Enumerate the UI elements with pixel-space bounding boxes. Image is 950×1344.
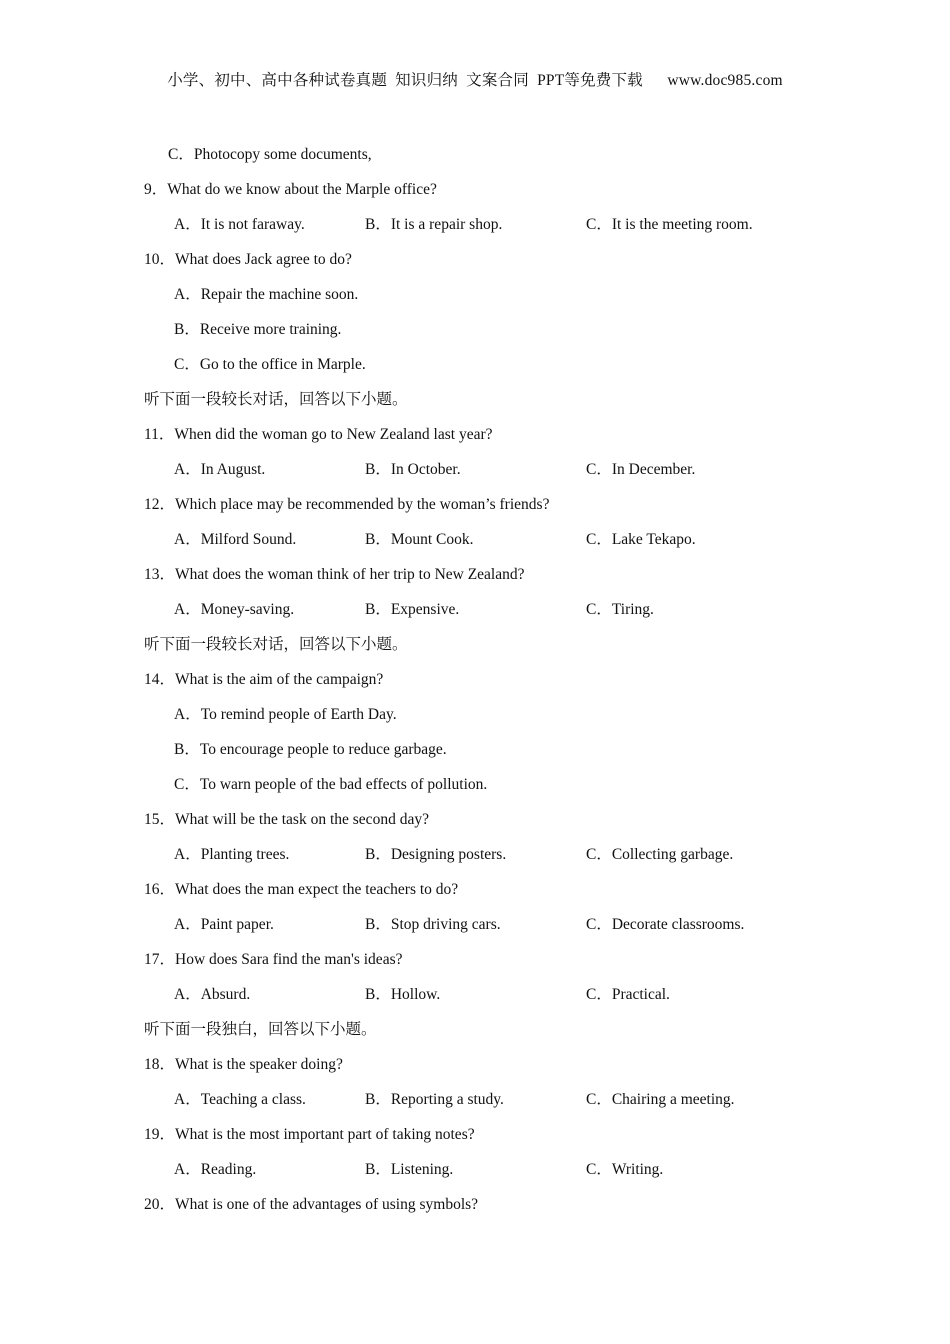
- exam-content: [144, 140, 844, 1225]
- answer-options-row: [144, 840, 844, 875]
- question: 11．When did the woman go to New Zealand last year?: [144, 426, 493, 443]
- answer-option-c: C．Chairing a meeting.: [586, 1091, 735, 1108]
- answer-option-b: B．Reporting a study.: [365, 1091, 504, 1108]
- question: 13．What does the woman think of her trip to New Zealand?: [144, 566, 525, 583]
- answer-option-b: B．Listening.: [365, 1161, 454, 1178]
- answer-option: C．To warn people of the bad effects of pollution.: [174, 776, 488, 793]
- answer-option-a: A．Reading.: [174, 1161, 257, 1178]
- answer-option-c: C．It is the meeting room.: [586, 216, 753, 233]
- answer-option-b: B．Designing posters.: [365, 846, 507, 863]
- answer-option-c: C．Tiring.: [586, 601, 654, 618]
- answer-options-row: [144, 1155, 844, 1190]
- answer-option-c: C．Writing.: [586, 1161, 664, 1178]
- answer-options-row: [144, 980, 844, 1015]
- page-header: 小学、初中、高中各种试卷真题 知识归纳 文案合同 PPT等免费下载 www.doc985.com: [167, 72, 783, 89]
- question: 15．What will be the task on the second day?: [144, 811, 429, 828]
- answer-option-b: B．It is a repair shop.: [365, 216, 503, 233]
- listening-instruction: 听下面一段较长对话，回答以下小题。: [144, 636, 408, 653]
- answer-option-b: B．In October.: [365, 461, 461, 478]
- answer-option-c: C．Collecting garbage.: [586, 846, 734, 863]
- answer-option: B．To encourage people to reduce garbage.: [174, 741, 447, 758]
- answer-options-row: [144, 595, 844, 630]
- question: 12．Which place may be recommended by the woman’s friends?: [144, 496, 550, 513]
- answer-option-a: A．Teaching a class.: [174, 1091, 306, 1108]
- answer-options-row: [144, 210, 844, 245]
- question: 14．What is the aim of the campaign?: [144, 671, 384, 688]
- answer-option-a: A．Absurd.: [174, 986, 251, 1003]
- answer-option-c: C．Lake Tekapo.: [586, 531, 696, 548]
- answer-options-row: [144, 455, 844, 490]
- carryover-option-c: C．Photocopy some documents,: [168, 146, 372, 163]
- question: 19．What is the most important part of taking notes?: [144, 1126, 475, 1143]
- question: 9．What do we know about the Marple office?: [144, 181, 437, 198]
- answer-option-b: B．Mount Cook.: [365, 531, 474, 548]
- listening-instruction: 听下面一段较长对话，回答以下小题。: [144, 391, 408, 408]
- answer-option-a: A．It is not faraway.: [174, 216, 305, 233]
- question: 20．What is one of the advantages of using symbols?: [144, 1196, 479, 1213]
- answer-option-a: A．Money-saving.: [174, 601, 295, 618]
- listening-instruction: 听下面一段独白，回答以下小题。: [144, 1021, 377, 1038]
- answer-option: A．To remind people of Earth Day.: [174, 706, 397, 723]
- question: 10．What does Jack agree to do?: [144, 251, 352, 268]
- question: 17．How does Sara find the man's ideas?: [144, 951, 403, 968]
- answer-option-a: A．In August.: [174, 461, 266, 478]
- answer-option: A．Repair the machine soon.: [174, 286, 359, 303]
- question: 16．What does the man expect the teachers to do?: [144, 881, 459, 898]
- answer-options-row: [144, 910, 844, 945]
- question: 18．What is the speaker doing?: [144, 1056, 343, 1073]
- answer-option-a: A．Planting trees.: [174, 846, 290, 863]
- answer-option-c: C．Decorate classrooms.: [586, 916, 745, 933]
- answer-options-row: [144, 1085, 844, 1120]
- answer-options-row: [144, 525, 844, 560]
- answer-option: C．Go to the office in Marple.: [174, 356, 366, 373]
- answer-option-b: B．Expensive.: [365, 601, 460, 618]
- answer-option-a: A．Milford Sound.: [174, 531, 297, 548]
- answer-option: B．Receive more training.: [174, 321, 342, 338]
- answer-option-c: C．Practical.: [586, 986, 670, 1003]
- answer-option-c: C．In December.: [586, 461, 696, 478]
- answer-option-b: B．Hollow.: [365, 986, 441, 1003]
- answer-option-b: B．Stop driving cars.: [365, 916, 501, 933]
- answer-option-a: A．Paint paper.: [174, 916, 274, 933]
